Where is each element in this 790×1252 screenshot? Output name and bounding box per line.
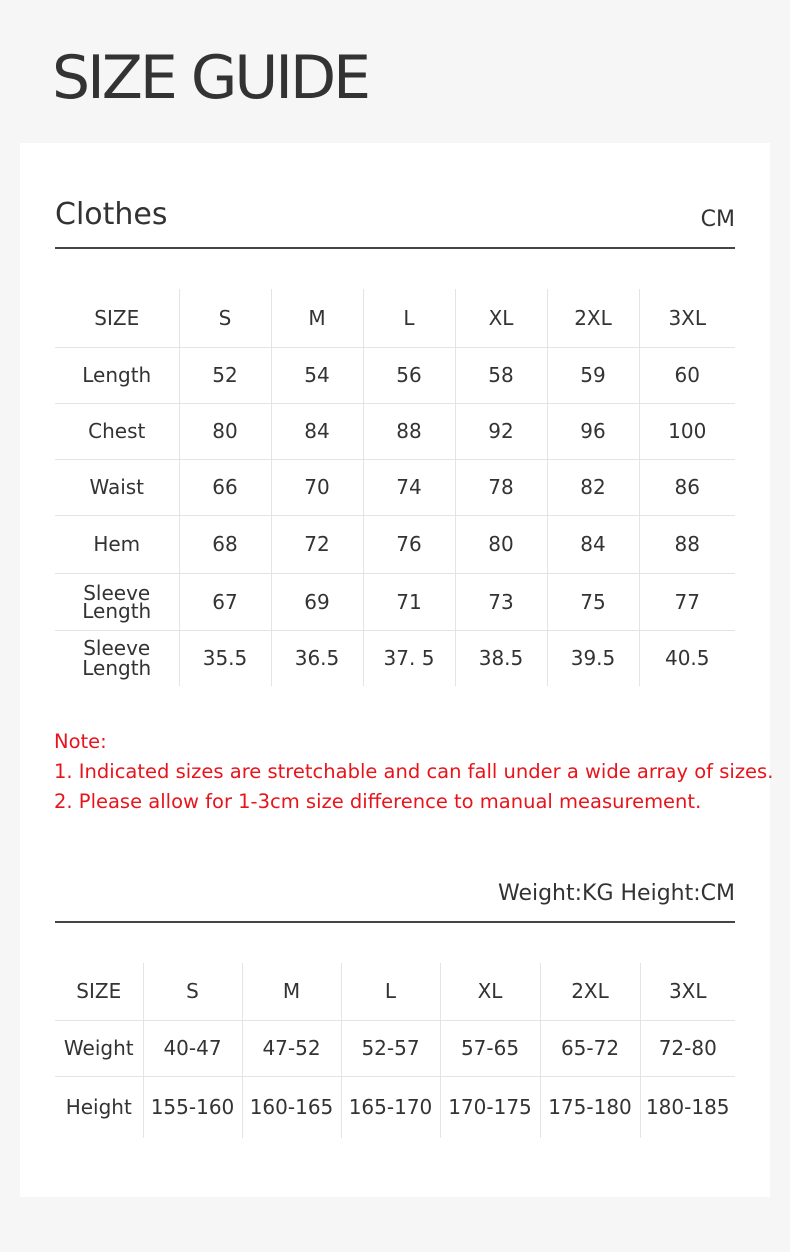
table-cell: 73 bbox=[455, 573, 547, 630]
table-row bbox=[55, 347, 735, 403]
header-xl: XL bbox=[440, 963, 540, 1020]
row-label-line: Sleeve bbox=[83, 580, 151, 605]
row-label-line: Length bbox=[82, 598, 152, 623]
table-cell: 39.5 bbox=[547, 630, 639, 686]
table-cell: 88 bbox=[363, 403, 455, 459]
table-cell: 57-65 bbox=[440, 1020, 540, 1076]
clothes-unit-label: CM bbox=[700, 207, 735, 232]
table-cell: 86 bbox=[639, 459, 735, 515]
table-cell: 88 bbox=[639, 515, 735, 573]
table-cell: 67 bbox=[179, 573, 271, 630]
page-title: SIZE GUIDE bbox=[52, 43, 369, 113]
header-3xl: 3XL bbox=[640, 963, 735, 1020]
table-cell: 96 bbox=[547, 403, 639, 459]
table-cell: 155-160 bbox=[143, 1076, 242, 1138]
row-label-sleeve-length bbox=[55, 630, 179, 686]
table-cell: 59 bbox=[547, 347, 639, 403]
size-guide-card bbox=[20, 143, 774, 1197]
clothes-section-title: Clothes bbox=[55, 197, 168, 232]
table-cell: 92 bbox=[455, 403, 547, 459]
row-label-length: Length bbox=[55, 347, 179, 403]
table-cell: 82 bbox=[547, 459, 639, 515]
table-cell: 65-72 bbox=[540, 1020, 640, 1076]
table-cell: 72-80 bbox=[640, 1020, 735, 1076]
row-label-line: Sleeve bbox=[83, 636, 151, 661]
table-row bbox=[55, 573, 735, 630]
clothes-size-table bbox=[55, 289, 735, 686]
table-cell: 160-165 bbox=[242, 1076, 341, 1138]
table-cell: 77 bbox=[639, 573, 735, 630]
body-size-unit-label: Weight:KG Height:CM bbox=[497, 881, 735, 906]
row-label-line: Length bbox=[82, 656, 152, 681]
table-cell: 75 bbox=[547, 573, 639, 630]
table-cell: 74 bbox=[363, 459, 455, 515]
table-cell: 71 bbox=[363, 573, 455, 630]
header-s: S bbox=[179, 289, 271, 347]
table-cell: 52-57 bbox=[341, 1020, 440, 1076]
header-m: M bbox=[242, 963, 341, 1020]
table-row bbox=[55, 1076, 735, 1138]
clothes-header-row bbox=[55, 289, 735, 347]
notes-heading: Note: bbox=[54, 730, 107, 753]
table-cell: 58 bbox=[455, 347, 547, 403]
table-cell: 180-185 bbox=[640, 1076, 735, 1138]
table-cell: 100 bbox=[639, 403, 735, 459]
body-size-table bbox=[55, 963, 735, 1138]
header-2xl: 2XL bbox=[547, 289, 639, 347]
header-s: S bbox=[143, 963, 242, 1020]
header-size: SIZE bbox=[55, 289, 179, 347]
table-cell: 80 bbox=[179, 403, 271, 459]
body-size-header-row bbox=[55, 963, 735, 1020]
table-cell: 72 bbox=[271, 515, 363, 573]
table-cell: 66 bbox=[179, 459, 271, 515]
table-row bbox=[55, 1020, 735, 1076]
header-xl: XL bbox=[455, 289, 547, 347]
header-size: SIZE bbox=[55, 963, 143, 1020]
table-cell: 68 bbox=[179, 515, 271, 573]
table-row bbox=[55, 515, 735, 573]
table-cell: 52 bbox=[179, 347, 271, 403]
table-row bbox=[55, 459, 735, 515]
header-3xl: 3XL bbox=[639, 289, 735, 347]
table-cell: 165-170 bbox=[341, 1076, 440, 1138]
table-cell: 56 bbox=[363, 347, 455, 403]
row-label-height: Height bbox=[65, 1095, 132, 1120]
note-line-2: 2. Please allow for 1-3cm size difference to manual measurement. bbox=[54, 790, 702, 813]
table-cell: 40-47 bbox=[143, 1020, 242, 1076]
table-cell: 54 bbox=[271, 347, 363, 403]
row-label-sleeve-length bbox=[55, 573, 179, 630]
clothes-section-header bbox=[55, 143, 735, 249]
table-cell: 38.5 bbox=[455, 630, 547, 686]
table-cell: 78 bbox=[455, 459, 547, 515]
header-l: L bbox=[363, 289, 455, 347]
row-label-waist: Waist bbox=[55, 459, 179, 515]
table-row bbox=[55, 630, 735, 686]
table-cell: 40.5 bbox=[639, 630, 735, 686]
notes-block bbox=[54, 727, 773, 817]
table-cell: 60 bbox=[639, 347, 735, 403]
table-cell: 170-175 bbox=[440, 1076, 540, 1138]
table-cell: 69 bbox=[271, 573, 363, 630]
body-size-section-header bbox=[55, 817, 735, 923]
table-cell: 70 bbox=[271, 459, 363, 515]
table-row bbox=[55, 403, 735, 459]
table-cell: 175-180 bbox=[540, 1076, 640, 1138]
table-cell: 76 bbox=[363, 515, 455, 573]
row-label-hem: Hem bbox=[55, 515, 179, 573]
table-cell: 84 bbox=[271, 403, 363, 459]
header-2xl: 2XL bbox=[540, 963, 640, 1020]
table-cell: 36.5 bbox=[271, 630, 363, 686]
table-cell: 35.5 bbox=[179, 630, 271, 686]
table-cell: 84 bbox=[547, 515, 639, 573]
table-cell: 80 bbox=[455, 515, 547, 573]
row-label-chest: Chest bbox=[55, 403, 179, 459]
header-m: M bbox=[271, 289, 363, 347]
table-cell: 37. 5 bbox=[363, 630, 455, 686]
note-line-1: 1. Indicated sizes are stretchable and can fall under a wide array of sizes. bbox=[54, 760, 774, 783]
header-l: L bbox=[341, 963, 440, 1020]
table-cell: 47-52 bbox=[242, 1020, 341, 1076]
row-label-weight: Weight bbox=[55, 1020, 143, 1076]
